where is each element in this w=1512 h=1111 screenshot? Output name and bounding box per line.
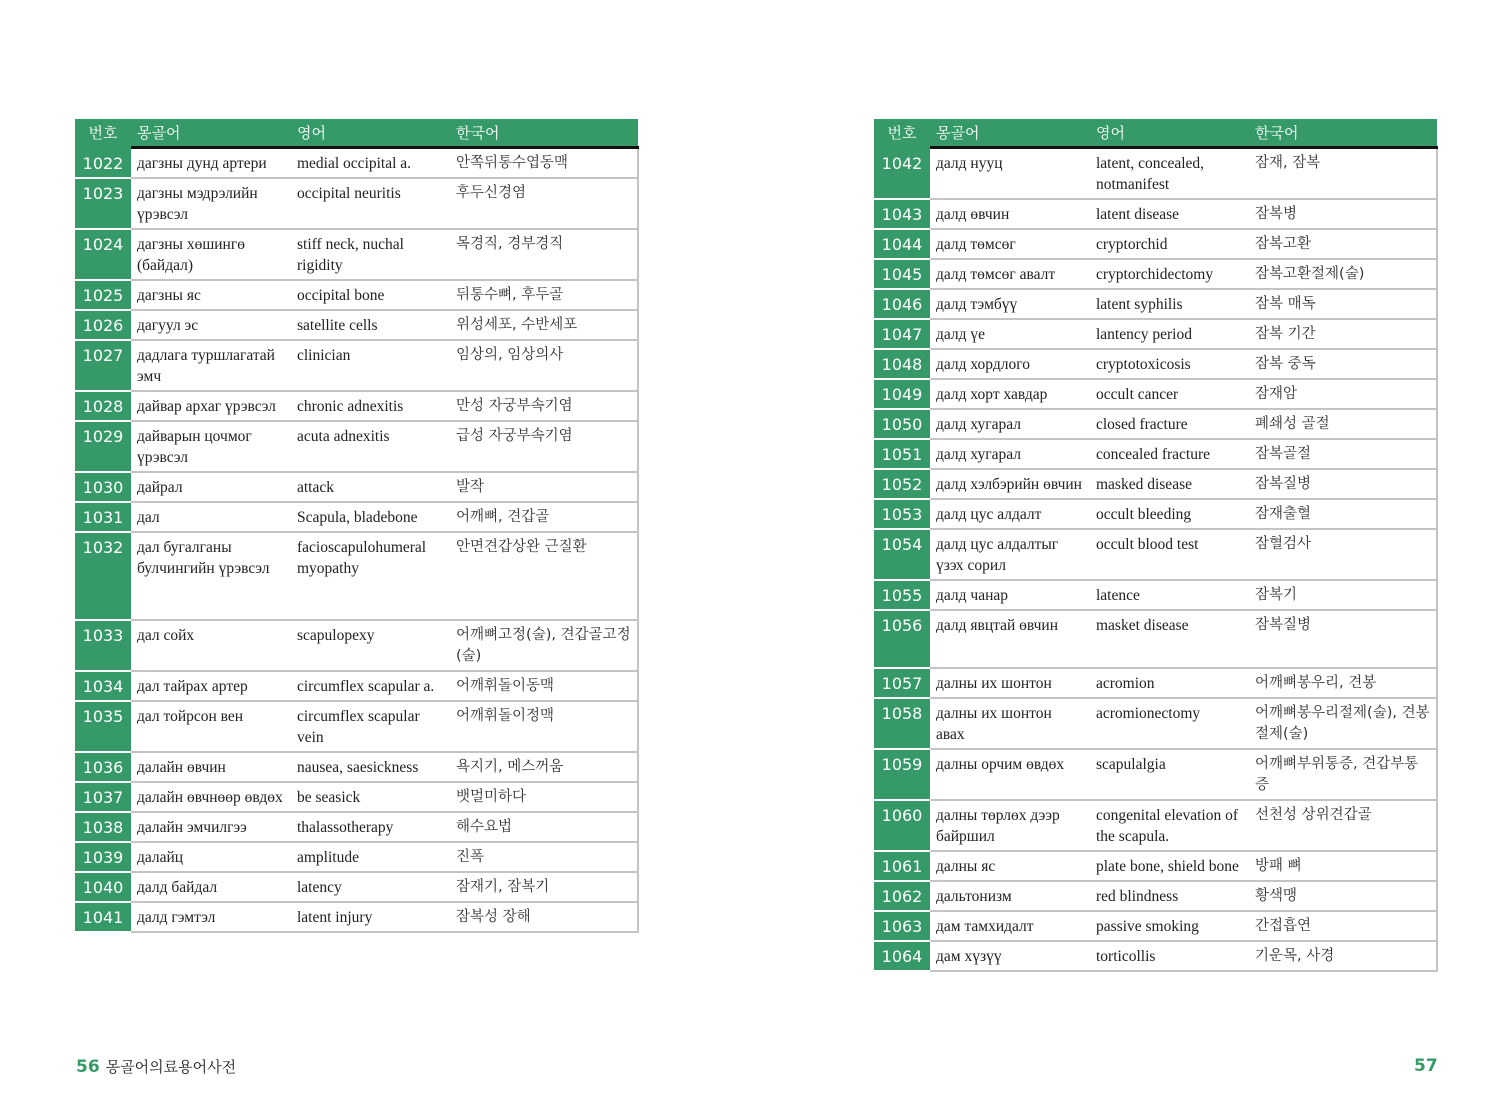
english-term: masked disease — [1090, 469, 1249, 499]
table-row — [75, 148, 638, 179]
mongolian-term: далд цус алдалт — [930, 499, 1090, 529]
english-term: facioscapulohumeral myopathy — [291, 532, 450, 620]
table-row — [75, 502, 638, 532]
mongolian-term: дагзны дунд артери — [131, 148, 291, 179]
entry-number: 1056 — [874, 610, 930, 668]
mongolian-term: далд хордлого — [930, 349, 1090, 379]
entry-number: 1026 — [75, 310, 131, 340]
korean-term: 어깨뼈고정(술), 견갑골고정(술) — [450, 620, 638, 671]
english-term: occult cancer — [1090, 379, 1249, 409]
english-term: acuta adnexitis — [291, 421, 450, 472]
mongolian-term: далайн эмчилгээ — [131, 812, 291, 842]
header-number: 번호 — [75, 119, 131, 148]
korean-term: 뒤통수뼈, 후두골 — [450, 280, 638, 310]
korean-term: 진폭 — [450, 842, 638, 872]
table-row — [874, 610, 1437, 668]
table-row — [874, 469, 1437, 499]
english-term: satellite cells — [291, 310, 450, 340]
entry-number: 1039 — [75, 842, 131, 872]
header-number: 번호 — [874, 119, 930, 148]
entry-number: 1023 — [75, 178, 131, 229]
entry-number: 1051 — [874, 439, 930, 469]
korean-term: 잠재기, 잠복기 — [450, 872, 638, 902]
entry-number: 1024 — [75, 229, 131, 280]
table-row — [75, 391, 638, 421]
english-term: medial occipital a. — [291, 148, 450, 179]
korean-term: 잠복질병 — [1249, 469, 1437, 499]
mongolian-term: далд явцтай өвчин — [930, 610, 1090, 668]
mongolian-term: далайн өвчин — [131, 752, 291, 782]
korean-term: 기운목, 사경 — [1249, 941, 1437, 971]
table-row — [75, 532, 638, 620]
korean-term: 잠복질병 — [1249, 610, 1437, 668]
entry-number: 1041 — [75, 902, 131, 932]
korean-term: 선천성 상위견갑골 — [1249, 800, 1437, 851]
mongolian-term: дайвар архаг үрэвсэл — [131, 391, 291, 421]
entry-number: 1052 — [874, 469, 930, 499]
entry-number: 1047 — [874, 319, 930, 349]
entry-number: 1028 — [75, 391, 131, 421]
table-header — [874, 119, 1437, 148]
header-mongolian: 몽골어 — [131, 119, 291, 148]
entry-number: 1053 — [874, 499, 930, 529]
entry-number: 1060 — [874, 800, 930, 851]
korean-term: 목경직, 경부경직 — [450, 229, 638, 280]
header-korean: 한국어 — [1249, 119, 1437, 148]
entry-number: 1062 — [874, 881, 930, 911]
korean-term: 폐쇄성 골절 — [1249, 409, 1437, 439]
korean-term: 잠복 기간 — [1249, 319, 1437, 349]
korean-term: 어깨휘돌이동맥 — [450, 671, 638, 701]
entry-number: 1043 — [874, 199, 930, 229]
mongolian-term: далд цус алдалтыг үзэх сорил — [930, 529, 1090, 580]
mongolian-term: дал сойх — [131, 620, 291, 671]
table-row — [75, 842, 638, 872]
table-row — [75, 280, 638, 310]
english-term: latence — [1090, 580, 1249, 610]
table-row — [874, 199, 1437, 229]
mongolian-term: дальтонизм — [930, 881, 1090, 911]
table-row — [75, 782, 638, 812]
mongolian-term: дал тойрсон вен — [131, 701, 291, 752]
mongolian-term: далд хугарал — [930, 409, 1090, 439]
english-term: occult bleeding — [1090, 499, 1249, 529]
table-row — [874, 319, 1437, 349]
header-korean: 한국어 — [450, 119, 638, 148]
korean-term: 어깨휘돌이정맥 — [450, 701, 638, 752]
table-row — [874, 289, 1437, 319]
mongolian-term: дагзны яс — [131, 280, 291, 310]
mongolian-term: дам тамхидалт — [930, 911, 1090, 941]
english-term: latent disease — [1090, 199, 1249, 229]
korean-term: 잠복고환절제(술) — [1249, 259, 1437, 289]
entry-number: 1064 — [874, 941, 930, 971]
korean-term: 임상의, 임상의사 — [450, 340, 638, 391]
entry-number: 1048 — [874, 349, 930, 379]
mongolian-term: далны орчим өвдөх — [930, 749, 1090, 800]
table-row — [874, 698, 1437, 749]
mongolian-term: далайц — [131, 842, 291, 872]
table-row — [874, 529, 1437, 580]
english-term: circumflex scapular vein — [291, 701, 450, 752]
mongolian-term: далны их шонтон — [930, 668, 1090, 698]
entry-number: 1037 — [75, 782, 131, 812]
korean-term: 만성 자궁부속기염 — [450, 391, 638, 421]
korean-term: 잠복 매독 — [1249, 289, 1437, 319]
entry-number: 1027 — [75, 340, 131, 391]
table-row — [874, 800, 1437, 851]
english-term: occipital bone — [291, 280, 450, 310]
mongolian-term: дал тайрах артер — [131, 671, 291, 701]
korean-term: 잠재출혈 — [1249, 499, 1437, 529]
english-term: congenital elevation of the scapula. — [1090, 800, 1249, 851]
mongolian-term: далайн өвчнөөр өвдөх — [131, 782, 291, 812]
entry-number: 1058 — [874, 698, 930, 749]
table-row — [874, 668, 1437, 698]
table-row — [874, 349, 1437, 379]
table-row — [75, 671, 638, 701]
korean-term: 어깨뼈, 견갑골 — [450, 502, 638, 532]
korean-term: 욕지기, 메스꺼움 — [450, 752, 638, 782]
entry-number: 1054 — [874, 529, 930, 580]
korean-term: 잠재, 잠복 — [1249, 148, 1437, 200]
entry-number: 1036 — [75, 752, 131, 782]
english-term: masket disease — [1090, 610, 1249, 668]
entry-number: 1049 — [874, 379, 930, 409]
english-term: red blindness — [1090, 881, 1249, 911]
entry-number: 1035 — [75, 701, 131, 752]
mongolian-term: далд хугарал — [930, 439, 1090, 469]
entry-number: 1059 — [874, 749, 930, 800]
korean-term: 잠복병 — [1249, 199, 1437, 229]
table-body — [874, 148, 1437, 972]
table-row — [874, 229, 1437, 259]
mongolian-term: дагзны мэдрэлийн үрэвсэл — [131, 178, 291, 229]
english-term: acromionectomy — [1090, 698, 1249, 749]
entry-number: 1057 — [874, 668, 930, 698]
entry-number: 1042 — [874, 148, 930, 200]
table-row — [874, 749, 1437, 800]
mongolian-term: далд хэлбэрийн өвчин — [930, 469, 1090, 499]
english-term: lantency period — [1090, 319, 1249, 349]
table-row — [874, 439, 1437, 469]
korean-term: 발작 — [450, 472, 638, 502]
table-row — [874, 409, 1437, 439]
korean-term: 황색맹 — [1249, 881, 1437, 911]
header-english: 영어 — [291, 119, 450, 148]
english-term: cryptorchidectomy — [1090, 259, 1249, 289]
english-term: plate bone, shield bone — [1090, 851, 1249, 881]
korean-term: 안면견갑상완 근질환 — [450, 532, 638, 620]
table-row — [874, 379, 1437, 409]
korean-term: 급성 자궁부속기염 — [450, 421, 638, 472]
english-term: nausea, saesickness — [291, 752, 450, 782]
mongolian-term: дагуул эс — [131, 310, 291, 340]
table-row — [75, 229, 638, 280]
english-term: concealed fracture — [1090, 439, 1249, 469]
korean-term: 잠혈검사 — [1249, 529, 1437, 580]
header-english: 영어 — [1090, 119, 1249, 148]
english-term: acromion — [1090, 668, 1249, 698]
mongolian-term: дайрал — [131, 472, 291, 502]
entry-number: 1022 — [75, 148, 131, 179]
korean-term: 안쪽뒤통수엽동맥 — [450, 148, 638, 179]
mongolian-term: дам хүзүү — [930, 941, 1090, 971]
mongolian-term: дагзны хөшингө (байдал) — [131, 229, 291, 280]
korean-term: 어깨뼈봉우리절제(술), 견봉절제(술) — [1249, 698, 1437, 749]
korean-term: 해수요법 — [450, 812, 638, 842]
table-row — [874, 851, 1437, 881]
english-term: latency — [291, 872, 450, 902]
book-title: 몽골어의료용어사전 — [105, 1058, 237, 1076]
korean-term: 뱃멀미하다 — [450, 782, 638, 812]
korean-term: 후두신경염 — [450, 178, 638, 229]
page-number: 56 — [76, 1057, 100, 1077]
english-term: Scapula, bladebone — [291, 502, 450, 532]
mongolian-term: далд өвчин — [930, 199, 1090, 229]
english-term: thalassotherapy — [291, 812, 450, 842]
table-header — [75, 119, 638, 148]
entry-number: 1044 — [874, 229, 930, 259]
mongolian-term: далны яс — [930, 851, 1090, 881]
table-row — [75, 340, 638, 391]
mongolian-term: далд гэмтэл — [131, 902, 291, 932]
english-term: scapulalgia — [1090, 749, 1249, 800]
table-row — [75, 421, 638, 472]
mongolian-term: далны их шонтон авах — [930, 698, 1090, 749]
table-row — [874, 911, 1437, 941]
english-term: torticollis — [1090, 941, 1249, 971]
english-term: cryptotoxicosis — [1090, 349, 1249, 379]
header-mongolian: 몽골어 — [930, 119, 1090, 148]
mongolian-term: далны төрлөх дээр байршил — [930, 800, 1090, 851]
english-term: closed fracture — [1090, 409, 1249, 439]
entry-number: 1031 — [75, 502, 131, 532]
english-term: passive smoking — [1090, 911, 1249, 941]
korean-term: 잠복 중독 — [1249, 349, 1437, 379]
table-body — [75, 148, 638, 933]
mongolian-term: дал бугалганы булчингийн үрэвсэл — [131, 532, 291, 620]
table-row — [874, 499, 1437, 529]
table-row — [75, 310, 638, 340]
english-term: stiff neck, nuchal rigidity — [291, 229, 450, 280]
entry-number: 1033 — [75, 620, 131, 671]
english-term: occipital neuritis — [291, 178, 450, 229]
entry-number: 1050 — [874, 409, 930, 439]
entry-number: 1045 — [874, 259, 930, 289]
mongolian-term: далд нууц — [930, 148, 1090, 200]
korean-term: 잠복골절 — [1249, 439, 1437, 469]
korean-term: 방패 뼈 — [1249, 851, 1437, 881]
korean-term: 잠복고환 — [1249, 229, 1437, 259]
entry-number: 1030 — [75, 472, 131, 502]
english-term: chronic adnexitis — [291, 391, 450, 421]
english-term: circumflex scapular a. — [291, 671, 450, 701]
page-number: 57 — [1414, 1056, 1438, 1076]
table-row — [75, 620, 638, 671]
table-row — [874, 881, 1437, 911]
mongolian-term: дал — [131, 502, 291, 532]
mongolian-term: далд хорт хавдар — [930, 379, 1090, 409]
korean-term: 어깨뼈봉우리, 견봉 — [1249, 668, 1437, 698]
korean-term: 잠복성 장해 — [450, 902, 638, 932]
table-row — [874, 941, 1437, 971]
entry-number: 1055 — [874, 580, 930, 610]
table-row — [874, 580, 1437, 610]
entry-number: 1032 — [75, 532, 131, 620]
mongolian-term: далд төмсөг авалт — [930, 259, 1090, 289]
english-term: latent syphilis — [1090, 289, 1249, 319]
mongolian-term: далд чанар — [930, 580, 1090, 610]
english-term: be seasick — [291, 782, 450, 812]
mongolian-term: далд үе — [930, 319, 1090, 349]
english-term: amplitude — [291, 842, 450, 872]
table-row — [874, 259, 1437, 289]
english-term: cryptorchid — [1090, 229, 1249, 259]
table-row — [75, 752, 638, 782]
mongolian-term: далд байдал — [131, 872, 291, 902]
entry-number: 1040 — [75, 872, 131, 902]
page-footer-left — [76, 1056, 236, 1077]
entry-number: 1025 — [75, 280, 131, 310]
table-row — [75, 872, 638, 902]
korean-term: 위성세포, 수반세포 — [450, 310, 638, 340]
english-term: clinician — [291, 340, 450, 391]
dictionary-table-right — [874, 119, 1438, 972]
entry-number: 1046 — [874, 289, 930, 319]
english-term: occult blood test — [1090, 529, 1249, 580]
entry-number: 1063 — [874, 911, 930, 941]
mongolian-term: дайварын цочмог үрэвсэл — [131, 421, 291, 472]
mongolian-term: далд төмсөг — [930, 229, 1090, 259]
mongolian-term: дадлага туршлагатай эмч — [131, 340, 291, 391]
mongolian-term: далд тэмбүү — [930, 289, 1090, 319]
korean-term: 어깨뼈부위통증, 견갑부통증 — [1249, 749, 1437, 800]
table-row — [75, 472, 638, 502]
entry-number: 1061 — [874, 851, 930, 881]
table-row — [75, 812, 638, 842]
table-row — [874, 148, 1437, 200]
korean-term: 잠재암 — [1249, 379, 1437, 409]
korean-term: 간접흡연 — [1249, 911, 1437, 941]
korean-term: 잠복기 — [1249, 580, 1437, 610]
dictionary-table-left — [75, 119, 639, 933]
english-term: latent injury — [291, 902, 450, 932]
entry-number: 1034 — [75, 671, 131, 701]
english-term: scapulopexy — [291, 620, 450, 671]
entry-number: 1038 — [75, 812, 131, 842]
page-footer-right — [1414, 1056, 1444, 1076]
english-term: attack — [291, 472, 450, 502]
english-term: latent, concealed, notmanifest — [1090, 148, 1249, 200]
table-row — [75, 178, 638, 229]
table-row — [75, 701, 638, 752]
entry-number: 1029 — [75, 421, 131, 472]
table-row — [75, 902, 638, 932]
